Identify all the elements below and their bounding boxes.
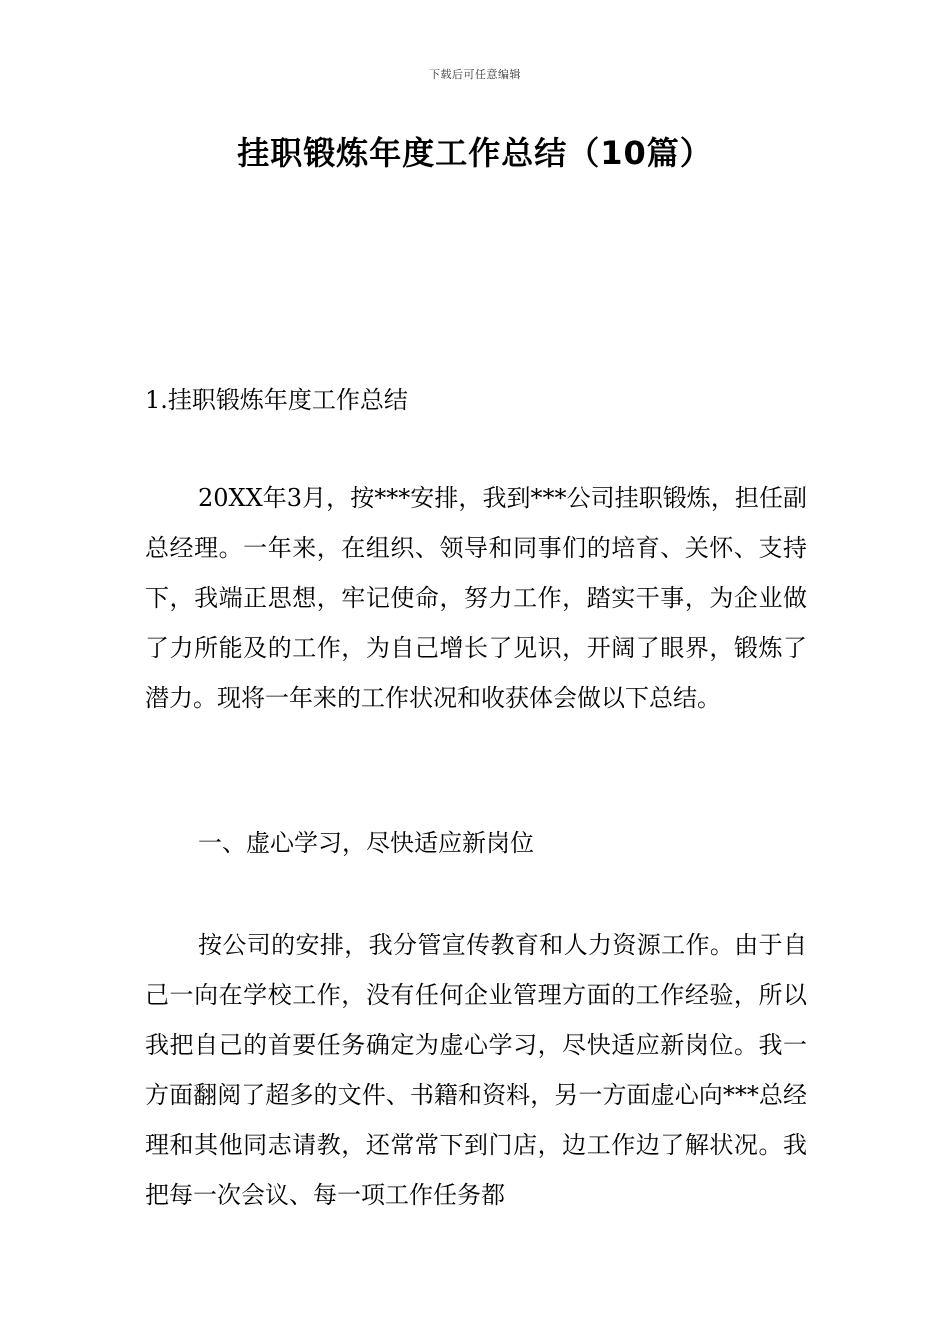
sub-heading-1: 一、虚心学习，尽快适应新岗位 [198, 829, 534, 857]
document-title: 挂职锻炼年度工作总结（10篇） [237, 134, 713, 172]
paragraph-learning: 按公司的安排，我分管宣传教育和人力资源工作。由于自己一向在学校工作，没有任何企业管理方面的工作经验，所以我把自己的首要任务确定为虚心学习，尽快适应新岗位。我一方面翻阅了超多的文件、书籍和资料，另一方面虚心向***总经理和其他同志请教，还常常下到门店，边工作边了解状况。我把每一次会议、每一项工作任务都 [145, 931, 807, 1209]
header-note: 下载后可任意编辑 [429, 68, 521, 81]
paragraph-intro: 20XX年3月，按***安排，我到***公司挂职锻炼，担任副总经理。一年来，在组织、领导和同事们的培育、关怀、支持下，我端正思想，牢记使命，努力工作，踏实干事，为企业做了力所能及的工作，为自己增长了见识，开阔了眼界，锻炼了潜力。现将一年来的工作状况和收获体会做以下总结。 [145, 484, 807, 712]
section-heading: 1.挂职锻炼年度工作总结 [145, 386, 408, 414]
